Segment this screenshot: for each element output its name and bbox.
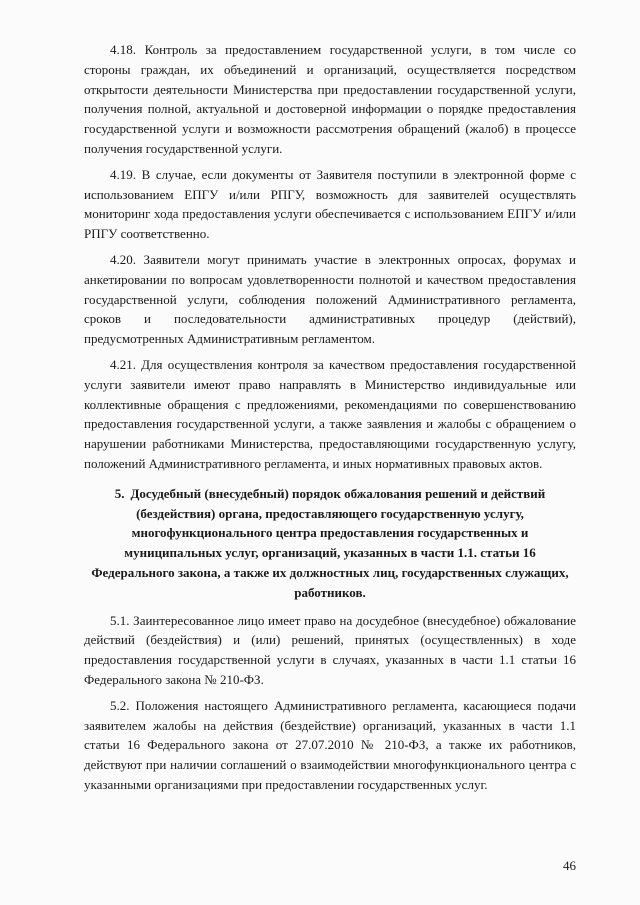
paragraph-5-2: 5.2. Положения настоящего Административного регламента, касающиеся подачи заявителем жалобы на действия (бездействие) организаций, указанных в части 1.1 статьи 16 Федерального закона от 27.07.2010 № 210-ФЗ, а также их работников, действуют при наличии соглашений о взаимодействии многофункционального центра с указанными организациями при предоставлении государственных услуг. (84, 697, 576, 792)
document-body (84, 40, 576, 801)
section-number: 5. (114, 485, 125, 501)
section-title-text: Досудебный (внесудебный) порядок обжалования решений и действий (бездействия) органа, предоставляющего государственную услугу, многофункционального центра предоставления государственных и муниципальных услуг, организаций, указанных в части 1.1. статьи 16 Федерального закона, а также их должностных лиц, государственных служащих, работников. (91, 485, 569, 600)
paragraph-4-19: 4.19. В случае, если документы от Заявителя поступили в электронной форме с использованием ЕПГУ и/или РПГУ, возможность для заявителей осуществлять мониторинг хода предоставления услуги обеспечивается с использованием ЕПГУ и/или РПГУ соответственно. (84, 166, 576, 242)
paragraph-5-1: 5.1. Заинтересованное лицо имеет право на досудебное (внесудебное) обжалование действий (бездействия) и (или) решений, принятых (осуществленных) в ходе предоставления государственной услуги в случаях, указанных в части 1.1 статьи 16 Федерального закона № 210-ФЗ. (84, 612, 576, 687)
paragraph-4-18: 4.18. Контроль за предоставлением государственной услуги, в том числе со стороны граждан, их объединений и организаций, осуществляется посредством открытости деятельности Министерства при предоставлении государственной услуги, получения полной, актуальной и достоверной информации о порядке предоставления государственной услуги и возможности рассмотрения обращений (жалоб) в процессе получения государственной услуги. (84, 42, 576, 156)
section-heading (84, 484, 576, 603)
paragraph-4-21: 4.21. Для осуществления контроля за качеством предоставления государственной услуги заявители имеют право направлять в Министерство индивидуальные или коллективные обращения с предложениями, рекомендациями по совершенствованию предоставления государственной услуги, а также заявления и жалобы с обращением о нарушении работниками Министерства, предоставляющими государственную услугу, положений Административного регламента, и иных нормативных правовых актов. (84, 356, 576, 471)
paragraph-4-20: 4.20. Заявители могут принимать участие в электронных опросах, форумах и анкетировании по вопросам удовлетворенности полнотой и качеством предоставления государственной услуги, соблюдения положений Административного регламента, сроков и последовательности административных процедур (действий), предусмотренных Административным регламентом. (84, 251, 576, 347)
page-number: 46 (563, 858, 576, 873)
